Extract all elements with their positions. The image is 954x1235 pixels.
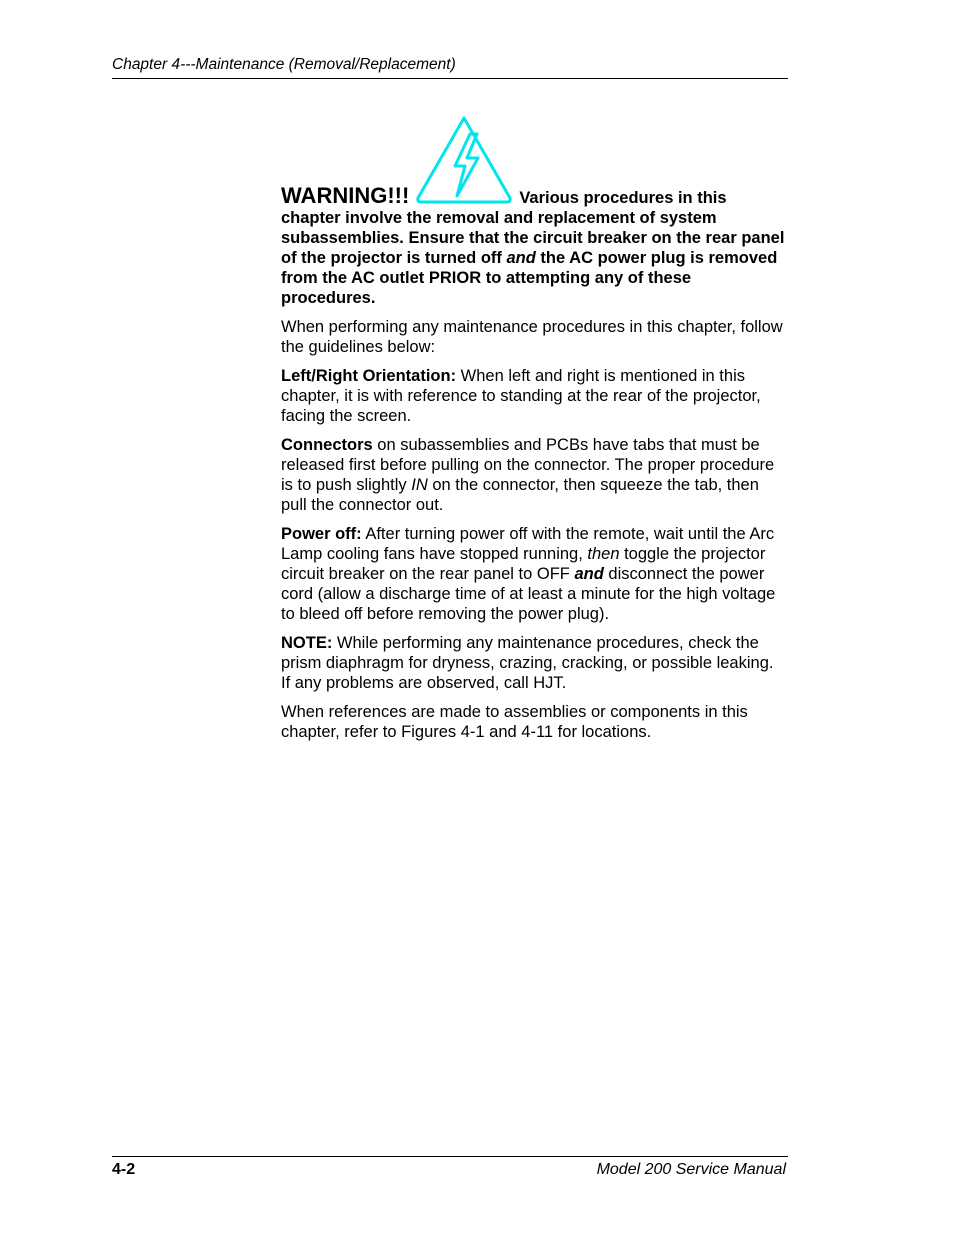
connectors-text-1: on subassemblies and PCBs have tabs that must be released first before pulling on the connector. The proper procedure is to push slightly [281,436,775,494]
connectors-label: Connectors [281,436,373,454]
power-off-text-2: toggle the projector circuit breaker on the rear panel to OFF [281,545,766,583]
chapter-title: Chapter 4---Maintenance (Removal/Replacement) [112,56,456,73]
warning-title: WARNING!!! [281,183,410,208]
power-off-paragraph [281,524,787,624]
page-footer [112,1156,788,1178]
power-off-text-1: After turning power off with the remote, wait until the Arc Lamp cooling fans have stopped running, [281,525,775,563]
warning-text-2: the AC power plug is removed from the AC outlet PRIOR to attempting any of these procedures. [281,249,778,307]
references-paragraph: When references are made to assemblies or components in this chapter, refer to Figures 4-1 and 4-11 for locations. [281,703,748,741]
intro-paragraph: When performing any maintenance procedures in this chapter, follow the guidelines below: [281,318,783,356]
orientation-text: When left and right is mentioned in this chapter, it is with reference to standing at the rear of the projector, facing the screen. [281,367,761,425]
page-number: 4-2 [112,1161,136,1178]
power-off-text-and: and [574,565,604,583]
page-header [112,56,788,79]
connectors-text-in: IN [411,476,428,494]
warning-text-and: and [506,249,536,267]
warning-text-1: Various procedures in this chapter involve the removal and replacement of system subassemblies. Ensure that the circuit breaker on the rear panel of the projector is turned off [281,189,785,267]
note-label: NOTE: [281,634,333,652]
power-off-label: Power off: [281,525,362,543]
note-text: While performing any maintenance procedures, check the prism diaphragm for dryness, crazing, cracking, or possible leaking. If any problems are observed, call HJT. [281,634,774,692]
manual-title: Model 200 Service Manual [596,1161,786,1178]
connectors-paragraph [281,435,787,515]
warning-paragraph [281,114,787,308]
connectors-text-2: on the connector, then squeeze the tab, then pull the connector out. [281,476,759,514]
orientation-paragraph [281,366,787,426]
power-off-text-then: then [587,545,620,563]
note-paragraph [281,633,787,693]
high-voltage-warning-icon [415,114,513,206]
power-off-text-3: disconnect the power cord (allow a discharge time of at least a minute for the high voltage to bleed off before removing the power plug). [281,565,776,623]
orientation-label: Left/Right Orientation: [281,367,457,385]
page-content [281,114,787,742]
